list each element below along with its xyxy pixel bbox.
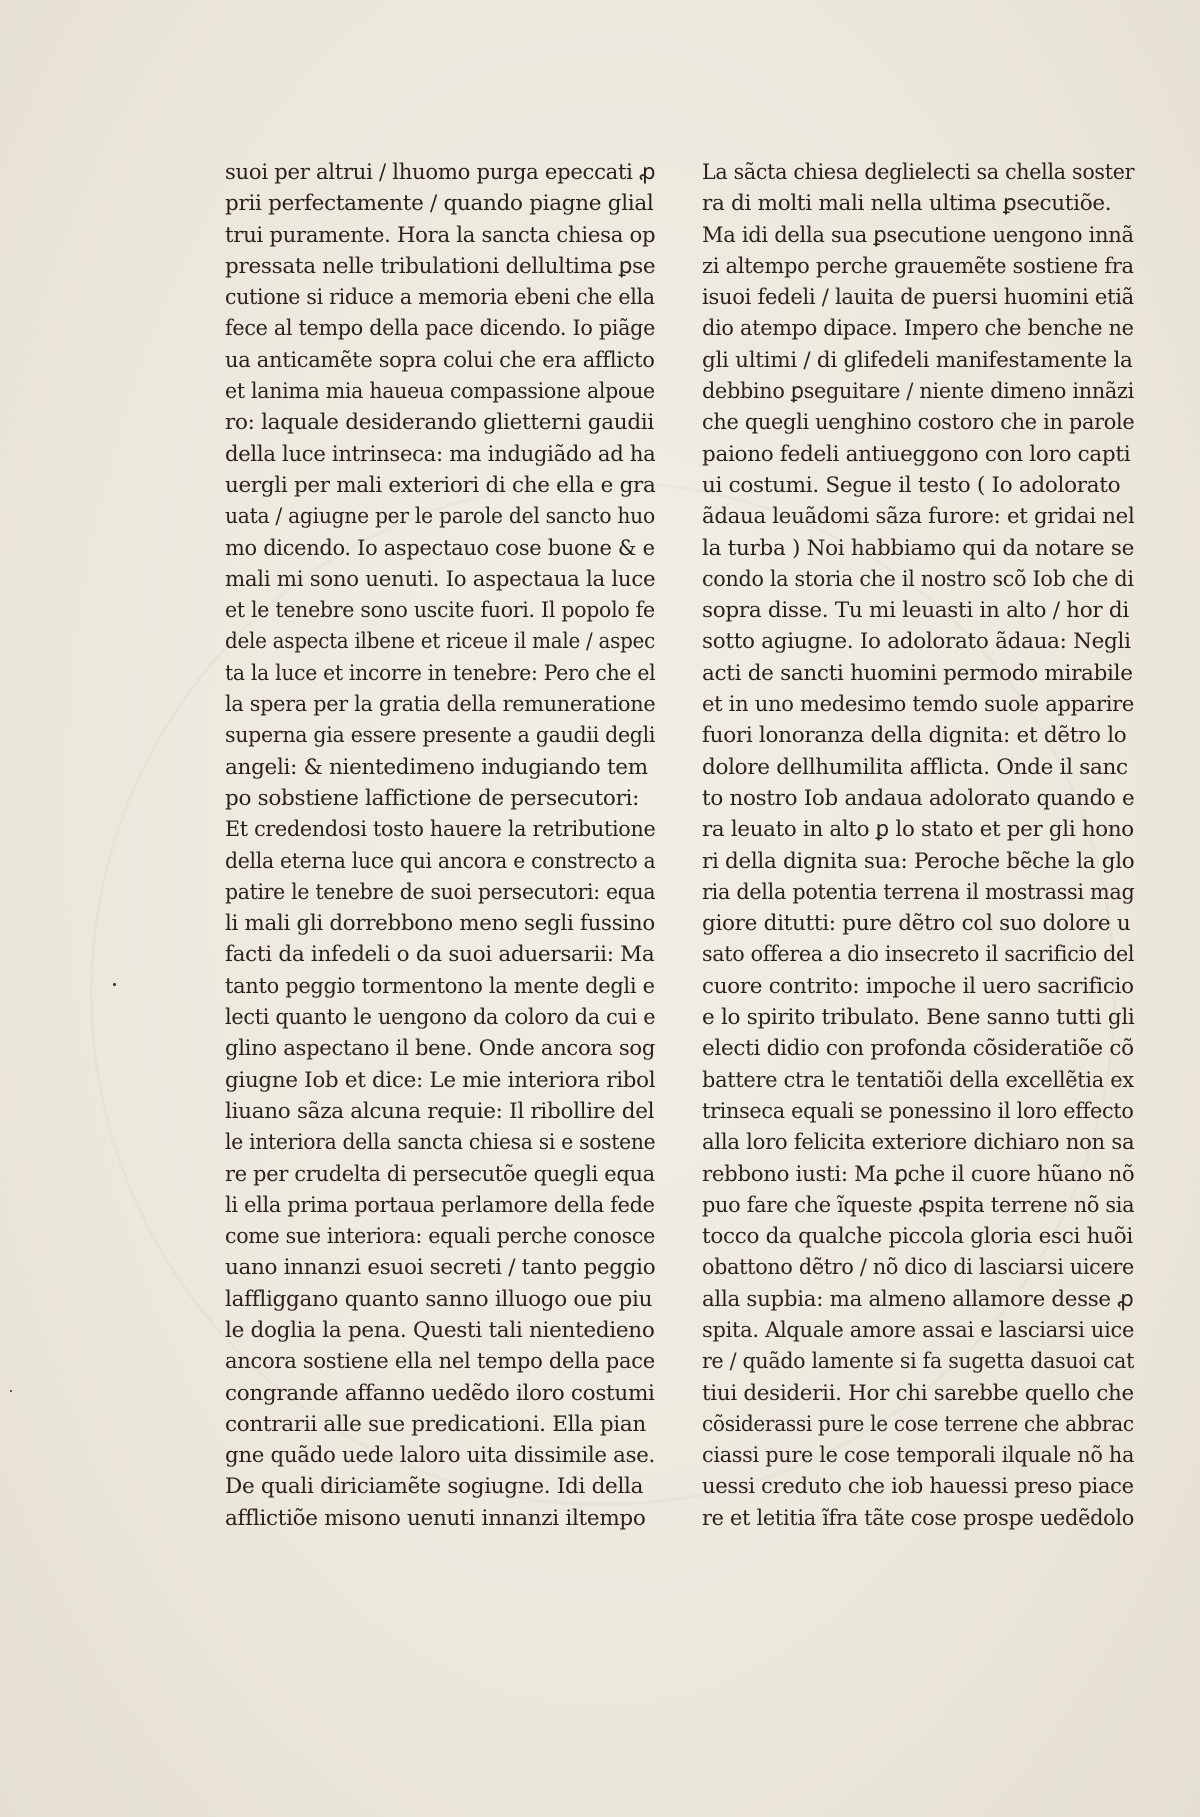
- text-line: gli ultimi / di glifedeli manifestamente la: [702, 347, 1133, 373]
- text-line: spita. Alquale amore assai e lasciarsi uice: [702, 1317, 1135, 1343]
- text-line: et le tenebre sono uscite fuori. Il popolo fe: [225, 598, 655, 624]
- text-line: laffliggano quanto sanno illuogo oue piu: [225, 1286, 653, 1312]
- text-line: superna gia essere presente a gaudii degli: [225, 723, 656, 749]
- text-line: gne quãdo uede laloro uita dissimile ase.: [225, 1443, 656, 1469]
- text-line: ri della dignita sua: Peroche bẽche la glo: [702, 848, 1135, 874]
- text-line: giore ditutti: pure dẽtro col suo dolore u: [702, 911, 1131, 937]
- text-line: li mali gli dorrebbono meno segli fussino: [225, 911, 655, 937]
- text-line: facti da infedeli o da suoi aduersarii: Ma: [225, 942, 655, 968]
- text-line: alla supbia: ma almeno allamore desse ꝓ: [702, 1286, 1134, 1312]
- text-line: ra leuato in alto ꝑ lo stato et per gli hono: [702, 817, 1134, 843]
- text-line: liuano sãza alcuna requie: Il ribollire del: [225, 1098, 655, 1124]
- text-line: come sue interiora: equali perche conosce: [225, 1224, 655, 1250]
- text-line: po sobstiene laffictione de persecutori:: [225, 785, 640, 811]
- text-line: puo fare che ĩqueste ꝓspita terrene nõ sia: [702, 1192, 1135, 1218]
- text-line: che quegli uenghino costoro che in parole: [702, 410, 1135, 436]
- text-line: lecti quanto le uengono da coloro da cui e: [225, 1005, 656, 1031]
- text-line: suoi per altrui / lhuomo purga epeccati ꝓ: [225, 160, 656, 185]
- text-line: dio atempo dipace. Impero che benche ne: [702, 316, 1134, 342]
- text-line: ui costumi. Segue il testo ( Io adolorato: [702, 472, 1121, 498]
- text-line: paiono fedeli antiueggono con loro capti: [702, 441, 1131, 467]
- text-line: della luce intrinseca: ma indugiãdo ad ha: [225, 441, 656, 467]
- text-line: ta la luce et incorre in tenebre: Pero che el: [225, 660, 656, 686]
- text-line: tanto peggio tormentono la mente degli e: [225, 973, 655, 999]
- text-line: patire le tenebre de suoi persecutori: equa: [225, 879, 656, 905]
- text-line: ãdaua leuãdomi sãza furore: et gridai nel: [702, 504, 1135, 530]
- text-line: glino aspectano il bene. Onde ancora sog: [225, 1036, 656, 1062]
- text-line: battere ctra le tentatiõi della excellẽtia ex: [702, 1067, 1134, 1093]
- text-line: uergli per mali exteriori di che ella e gra: [225, 472, 656, 498]
- text-line: le doglia la pena. Questi tali nientedieno: [225, 1317, 655, 1343]
- text-line: obattono dẽtro / nõ dico di lasciarsi uicere: [702, 1255, 1134, 1281]
- text-line: dele aspecta ilbene et riceue il male / aspec: [225, 629, 655, 655]
- text-line: zi altempo perche grauemẽte sostiene fra: [702, 253, 1134, 279]
- text-line: La sãcta chiesa deglielecti sa chella soster: [702, 160, 1135, 185]
- text-line: cõsiderassi pure le cose terrene che abbrac: [702, 1411, 1134, 1437]
- text-line: cutione si riduce a memoria ebeni che ella: [225, 285, 655, 311]
- text-line: li ella prima portaua perlamore della fede: [225, 1192, 655, 1218]
- text-line: re per crudelta di persecutõe quegli equa: [225, 1161, 655, 1187]
- text-line: debbino ꝑseguitare / niente dimeno innãzi: [702, 379, 1134, 405]
- text-line: re / quãdo lamente si fa sugetta dasuoi cat: [702, 1349, 1135, 1375]
- text-line: re et letitia ĩfra tãte cose prospe uedẽdolo: [702, 1505, 1135, 1531]
- text-line: ria della potentia terrena il mostrassi mag: [702, 879, 1135, 905]
- text-line: contrarii alle sue predicationi. Ella pian: [225, 1411, 646, 1437]
- text-line: sopra disse. Tu mi leuasti in alto / hor di: [702, 598, 1129, 624]
- text-line: mali mi sono uenuti. Io aspectaua la luce: [225, 566, 656, 592]
- text-line: angeli: & nientedimeno indugiando tem: [225, 754, 648, 780]
- text-line: trinseca equali se ponessino il loro effecto: [702, 1098, 1134, 1124]
- text-line: uessi creduto che iob hauessi preso piace: [702, 1474, 1134, 1500]
- text-line: condo la storia che il nostro scõ Iob che di: [702, 566, 1134, 592]
- text-line: et in uno medesimo temdo suole apparire: [702, 692, 1135, 718]
- text-line: ra di molti mali nella ultima ꝑsecutiõe.: [702, 191, 1112, 217]
- text-line: afflictiõe misono uenuti innanzi iltempo: [225, 1505, 646, 1531]
- text-line: fece al tempo della pace dicendo. Io piãge: [225, 316, 656, 342]
- text-line: ua anticamẽte sopra colui che era afflicto: [225, 347, 655, 373]
- text-line: sato offerea a dio insecreto il sacrificio del: [702, 942, 1135, 968]
- text-line: uata / agiugne per le parole del sancto huo: [225, 504, 655, 530]
- text-line: rebbono iusti: Ma ꝑche il cuore hũano nõ: [702, 1161, 1135, 1187]
- text-line: alla loro felicita exteriore dichiaro non sa: [702, 1130, 1135, 1156]
- text-line: trui puramente. Hora la sancta chiesa op: [225, 222, 656, 248]
- text-line: cuore contrito: impoche il uero sacrificio: [702, 973, 1134, 999]
- text-line: ro: laquale desiderando glietterni gaudii: [225, 410, 654, 436]
- text-line: della eterna luce qui ancora e constrecto a: [225, 848, 656, 874]
- text-line: congrande affanno uedẽdo iloro costumi: [225, 1380, 655, 1406]
- text-line: uano innanzi esuoi secreti / tanto peggio: [225, 1255, 656, 1281]
- text-line: fuori lonoranza della dignita: et dẽtro lo: [702, 723, 1127, 749]
- text-line: e lo spirito tribulato. Bene sanno tutti gli: [702, 1005, 1135, 1031]
- text-line: Ma idi della sua ꝑsecutione uengono innã: [702, 222, 1134, 248]
- text-line: giugne Iob et dice: Le mie interiora ribol: [225, 1067, 656, 1093]
- left-text-column: [225, 157, 655, 1534]
- text-line: De quali diriciamẽte sogiugne. Idi della: [225, 1474, 644, 1500]
- text-line: la turba ) Noi habbiamo qui da notare se: [702, 535, 1135, 561]
- ink-speck: [10, 1390, 12, 1392]
- text-line: mo dicendo. Io aspectauo cose buone & e: [225, 535, 655, 561]
- text-line: acti de sancti huomini permodo mirabile: [702, 660, 1133, 686]
- text-line: pressata nelle tribulationi dellultima ꝑse: [225, 253, 656, 279]
- text-line: et lanima mia haueua compassione alpoue: [225, 379, 655, 405]
- text-line: isuoi fedeli / lauita de puersi huomini etiã: [702, 285, 1134, 311]
- text-line: ancora sostiene ella nel tempo della pace: [225, 1349, 655, 1375]
- text-line: to nostro Iob andaua adolorato quando e: [702, 785, 1135, 811]
- text-line: Et credendosi tosto hauere la retributione: [225, 817, 656, 843]
- text-line: ciassi pure le cose temporali ilquale nõ ha: [702, 1443, 1135, 1469]
- text-line: tocco da qualche piccola gloria esci huõi: [702, 1224, 1133, 1250]
- right-text-column: [702, 157, 1134, 1534]
- text-line: prii perfectamente / quando piagne glial: [225, 191, 654, 217]
- text-line: tiui desiderii. Hor chi sarebbe quello che: [702, 1380, 1134, 1406]
- text-line: dolore dellhumilita afflicta. Onde il sanc: [702, 754, 1128, 780]
- text-line: sotto agiugne. Io adolorato ãdaua: Negli: [702, 629, 1131, 655]
- text-line: le interiora della sancta chiesa si e sostene: [225, 1130, 656, 1156]
- text-line: electi didio con profonda cõsideratiõe cõ: [702, 1036, 1134, 1062]
- text-line: la spera per la gratia della remuneratione: [225, 692, 656, 718]
- ink-speck: [113, 983, 116, 986]
